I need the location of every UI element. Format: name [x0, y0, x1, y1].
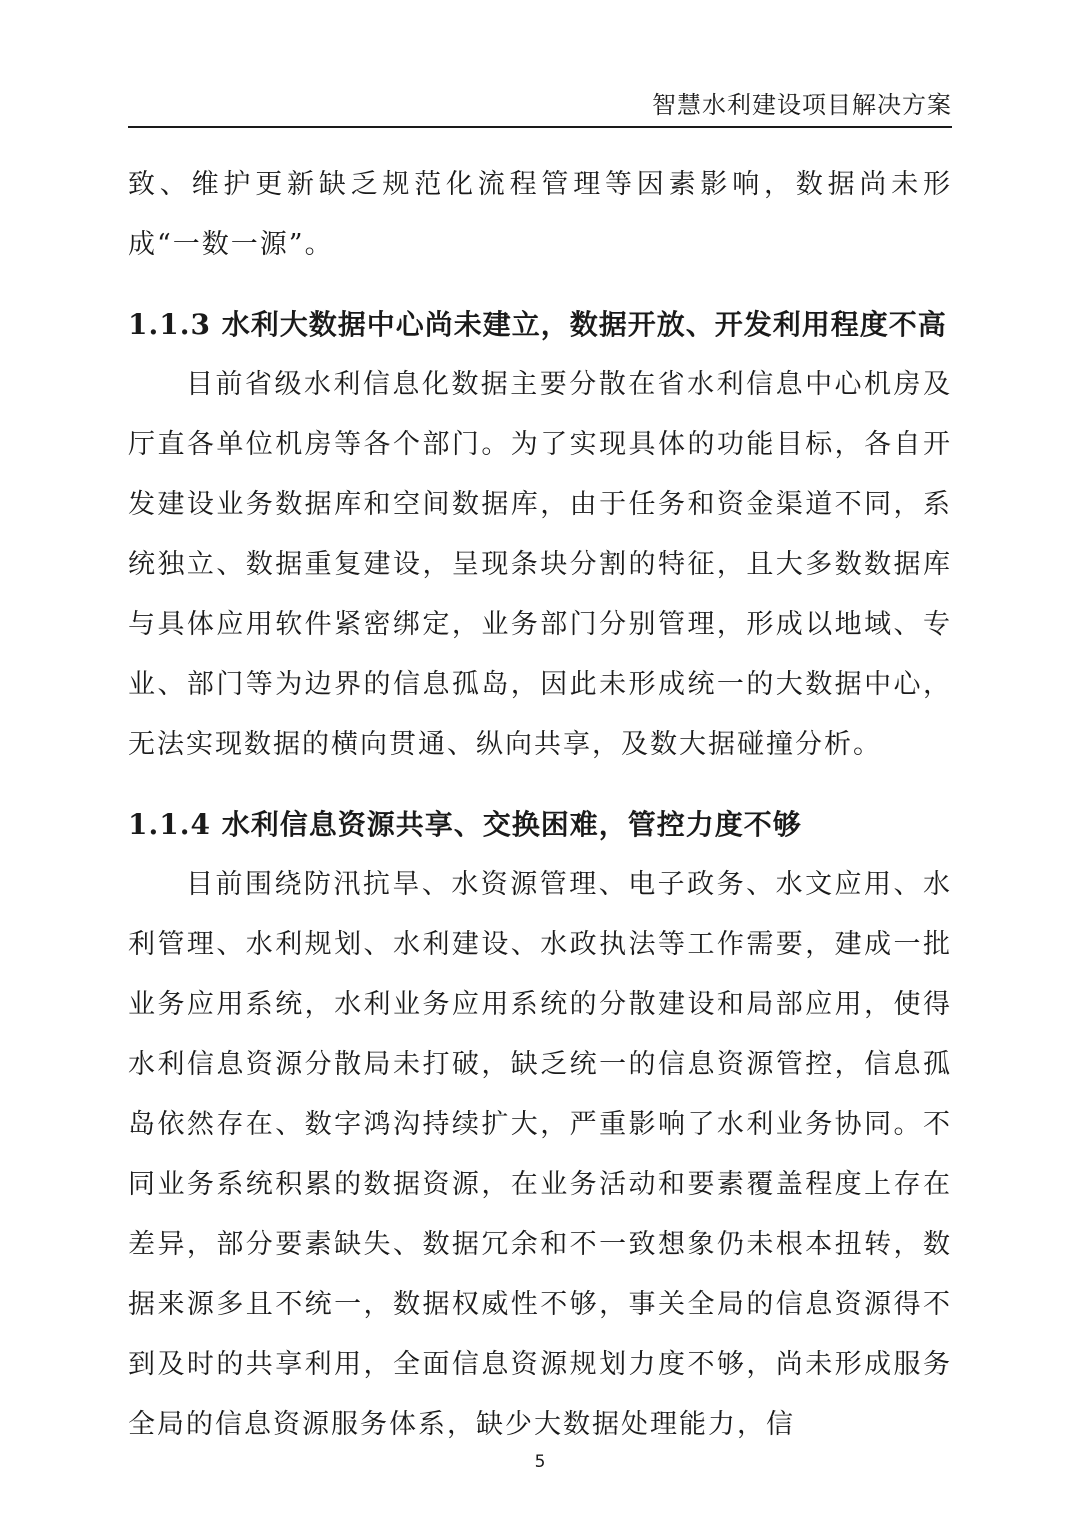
paragraph-intro: 致、维护更新缺乏规范化流程管理等因素影响，数据尚未形成“一数一源”。: [128, 169, 952, 260]
page-header: [128, 90, 952, 128]
paragraph-1-1-3: 目前省级水利信息化数据主要分散在省水利信息中心机房及厅直各单位机房等各个部门。为了实现具体的功能目标，各自开发建设业务数据库和空间数据库，由于任务和资金渠道不同，系统独立、数据重复建设，呈现条块分割的特征，且大多数数据库与具体应用软件紧密绑定，业务部门分别管理，形成以地域、专业、部门等为边界的信息孤岛，因此未形成统一的大数据中心，无法实现数据的横向贯通、纵向共享，及数大据碰撞分析。: [128, 369, 952, 760]
section-heading-1-1-3: 1.1.3 水利大数据中心尚未建立，数据开放、开发利用程度不高: [128, 308, 947, 341]
paragraph-1-1-4: 目前围绕防汛抗旱、水资源管理、电子政务、水文应用、水利管理、水利规划、水利建设、水政执法等工作需要，建成一批业务应用系统，水利业务应用系统的分散建设和局部应用，使得水利信息资源分散局未打破，缺乏统一的信息资源管控，信息孤岛依然存在、数字鸿沟持续扩大，严重影响了水利业务协同。不同业务系统积累的数据资源，在业务活动和要素覆盖程度上存在差异，部分要素缺失、数据冗余和不一致想象仍未根本扭转，数据来源多且不统一，数据权威性不够，事关全局的信息资源得不到及时的共享利用，全面信息资源规划力度不够，尚未形成服务全局的信息资源服务体系，缺少大数据处理能力，信: [128, 869, 952, 1440]
document-title: 智慧水利建设项目解决方案: [652, 91, 952, 119]
page-content: [128, 155, 952, 1455]
page-number: 5: [534, 1452, 546, 1472]
section-heading-1-1-4: 1.1.4 水利信息资源共享、交换困难，管控力度不够: [128, 808, 802, 841]
